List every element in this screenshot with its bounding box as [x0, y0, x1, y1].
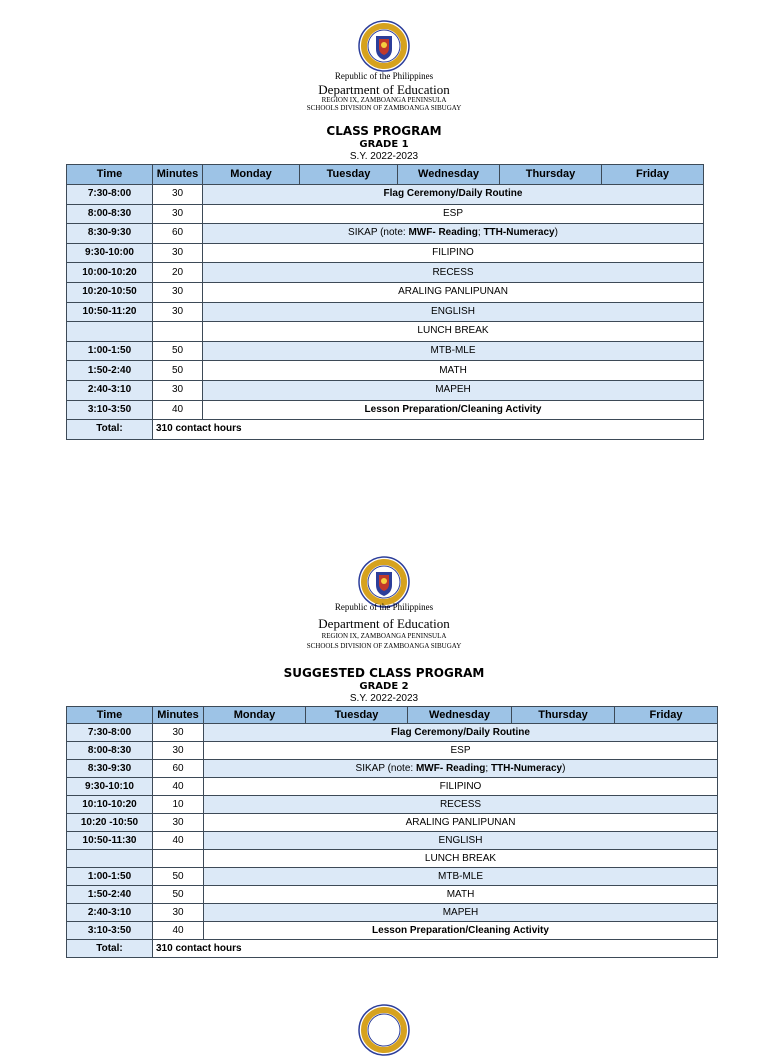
school-year: S.Y. 2022-2023 — [349, 151, 419, 162]
activity-cell — [204, 832, 718, 850]
table-row — [67, 380, 704, 400]
activity-text: FILIPINO — [432, 247, 474, 259]
deped-seal-icon — [358, 1004, 410, 1056]
activity-text: LUNCH BREAK — [424, 852, 497, 864]
activity-cell — [203, 224, 704, 244]
time-cell: 1:50-2:40 — [67, 361, 153, 381]
activity-text-part: MWF- Reading — [408, 227, 478, 239]
column-header-tuesday: Tuesday — [306, 707, 408, 724]
program-title: SUGGESTED CLASS PROGRAM — [283, 666, 485, 680]
time-cell: 9:30-10:10 — [67, 778, 153, 796]
minutes-cell: 60 — [153, 760, 204, 778]
column-header-monday: Monday — [204, 707, 306, 724]
activity-cell — [204, 778, 718, 796]
table-row — [67, 778, 718, 796]
minutes-cell — [153, 850, 204, 868]
region-text: REGION IX, ZAMBOANGA PENINSULA — [321, 96, 447, 104]
column-header-time: Time — [67, 707, 153, 724]
activity-text: ARALING PANLIPUNAN — [398, 286, 508, 298]
class-program-table-grade2 — [66, 706, 718, 958]
division-text: SCHOOLS DIVISION OF ZAMBOANGA SIBUGAY — [306, 104, 462, 112]
total-value: 310 contact hours — [153, 420, 704, 440]
minutes-cell — [153, 322, 203, 342]
column-header-tuesday: Tuesday — [300, 165, 398, 185]
time-cell: 7:30-8:00 — [67, 724, 153, 742]
activity-cell — [204, 760, 718, 778]
activity-cell — [203, 380, 704, 400]
minutes-cell: 30 — [153, 243, 203, 263]
time-cell: 3:10-3:50 — [67, 922, 153, 940]
time-cell: 8:00-8:30 — [67, 204, 153, 224]
table-row — [67, 886, 718, 904]
activity-text: MTB-MLE — [438, 870, 483, 882]
activity-text: Lesson Preparation/Cleaning Activity — [364, 403, 542, 415]
activity-text: ENGLISH — [431, 305, 475, 317]
minutes-cell: 50 — [153, 361, 203, 381]
table-row — [67, 282, 704, 302]
column-header-minutes: Minutes — [153, 165, 203, 185]
time-cell — [67, 850, 153, 868]
minutes-cell: 30 — [153, 302, 203, 322]
total-label: Total: — [67, 940, 153, 958]
activity-text: ESP — [450, 744, 471, 756]
table-row — [67, 868, 718, 886]
activity-cell — [204, 814, 718, 832]
minutes-cell: 30 — [153, 742, 204, 760]
activity-text: Flag Ceremony/Daily Routine — [391, 726, 530, 738]
activity-cell — [203, 400, 704, 420]
school-year: S.Y. 2022-2023 — [349, 693, 419, 704]
time-cell: 10:20 -10:50 — [67, 814, 153, 832]
minutes-cell: 50 — [153, 886, 204, 904]
activity-text: ENGLISH — [438, 834, 483, 846]
time-cell: 10:00-10:20 — [67, 263, 153, 283]
column-header-wednesday: Wednesday — [398, 165, 500, 185]
column-header-friday: Friday — [602, 165, 704, 185]
time-cell: 8:30-9:30 — [67, 760, 153, 778]
minutes-cell: 30 — [153, 724, 204, 742]
class-program-table-grade1 — [66, 164, 704, 440]
minutes-cell: 30 — [153, 904, 204, 922]
activity-text-part: ; — [477, 227, 484, 239]
republic-text: Republic of the Philippines — [334, 71, 434, 81]
time-cell: 1:00-1:50 — [67, 341, 153, 361]
table-row — [67, 796, 718, 814]
table-row — [67, 760, 718, 778]
activity-cell — [204, 922, 718, 940]
table-row — [67, 814, 718, 832]
total-row — [67, 420, 704, 440]
activity-text: RECESS — [439, 798, 482, 810]
minutes-cell: 60 — [153, 224, 203, 244]
time-cell: 7:30-8:00 — [67, 185, 153, 205]
table-row — [67, 302, 704, 322]
activity-cell — [204, 850, 718, 868]
minutes-cell: 10 — [153, 796, 204, 814]
activity-cell — [204, 868, 718, 886]
activity-text: ARALING PANLIPUNAN — [405, 816, 516, 828]
activity-cell — [203, 263, 704, 283]
table-row — [67, 243, 704, 263]
department-text: Department of Education — [318, 82, 450, 97]
grade-label: GRADE 2 — [359, 681, 409, 692]
table-row — [67, 832, 718, 850]
column-header-friday: Friday — [615, 707, 718, 724]
minutes-cell: 40 — [153, 922, 204, 940]
minutes-cell: 30 — [153, 282, 203, 302]
time-cell: 8:30-9:30 — [67, 224, 153, 244]
activity-cell — [203, 302, 704, 322]
table-row — [67, 263, 704, 283]
activity-text-part: MWF- Reading — [415, 762, 486, 774]
table-row — [67, 922, 718, 940]
time-cell: 2:40-3:10 — [67, 904, 153, 922]
activity-text: MAPEH — [442, 906, 479, 918]
column-header-time: Time — [67, 165, 153, 185]
time-cell: 3:10-3:50 — [67, 400, 153, 420]
activity-cell — [204, 904, 718, 922]
table-row — [67, 850, 718, 868]
minutes-cell: 40 — [153, 832, 204, 850]
table-row — [67, 322, 704, 342]
table-row — [67, 361, 704, 381]
column-header-thursday: Thursday — [500, 165, 602, 185]
activity-text-part: ; — [485, 762, 491, 774]
minutes-cell: 40 — [153, 778, 204, 796]
activity-text-part: ) — [562, 762, 566, 774]
column-header-minutes: Minutes — [153, 707, 204, 724]
activity-text: ESP — [442, 207, 463, 219]
minutes-cell: 30 — [153, 380, 203, 400]
time-cell: 1:50-2:40 — [67, 886, 153, 904]
column-header-wednesday: Wednesday — [408, 707, 512, 724]
activity-text-part: SIKAP (note: — [348, 227, 409, 239]
table-row — [67, 904, 718, 922]
table-row — [67, 341, 704, 361]
department-text: Department of Education — [318, 616, 450, 631]
activity-cell — [203, 361, 704, 381]
activity-text-part: SIKAP (note: — [355, 762, 416, 774]
deped-seal-icon — [358, 556, 410, 608]
program-title: CLASS PROGRAM — [326, 124, 442, 138]
activity-text-part: TTH-Numeracy — [490, 762, 563, 774]
activity-cell — [204, 724, 718, 742]
time-cell: 8:00-8:30 — [67, 742, 153, 760]
total-row — [67, 940, 718, 958]
time-cell: 2:40-3:10 — [67, 380, 153, 400]
activity-text: Lesson Preparation/Cleaning Activity — [372, 924, 549, 936]
activity-text: RECESS — [432, 266, 474, 278]
activity-cell — [203, 204, 704, 224]
table-row — [67, 204, 704, 224]
column-header-thursday: Thursday — [512, 707, 615, 724]
total-value: 310 contact hours — [153, 940, 718, 958]
time-cell — [67, 322, 153, 342]
activity-cell — [204, 886, 718, 904]
activity-text: MTB-MLE — [430, 345, 476, 357]
grade-label: GRADE 1 — [359, 139, 409, 150]
region-text: REGION IX, ZAMBOANGA PENINSULA — [321, 632, 447, 640]
activity-text: FILIPINO — [439, 780, 482, 792]
time-cell: 10:10-10:20 — [67, 796, 153, 814]
division-text: SCHOOLS DIVISION OF ZAMBOANGA SIBUGAY — [306, 642, 462, 650]
deped-seal-icon — [358, 20, 410, 72]
activity-cell — [204, 796, 718, 814]
activity-cell — [204, 742, 718, 760]
minutes-cell: 40 — [153, 400, 203, 420]
activity-cell — [203, 243, 704, 263]
total-label: Total: — [67, 420, 153, 440]
time-cell: 9:30-10:00 — [67, 243, 153, 263]
activity-text: LUNCH BREAK — [417, 325, 489, 337]
activity-text: Flag Ceremony/Daily Routine — [383, 188, 523, 200]
activity-text-part: ) — [554, 227, 558, 239]
table-row — [67, 742, 718, 760]
activity-text: MATH — [446, 888, 475, 900]
minutes-cell: 50 — [153, 341, 203, 361]
table-row — [67, 224, 704, 244]
activity-text: MATH — [439, 364, 467, 376]
activity-text-part: TTH-Numeracy — [483, 227, 555, 239]
minutes-cell: 30 — [153, 204, 203, 224]
time-cell: 10:20-10:50 — [67, 282, 153, 302]
republic-text: Republic of the Philippines — [334, 602, 434, 612]
table-row — [67, 185, 704, 205]
table-row — [67, 724, 718, 742]
column-header-monday: Monday — [203, 165, 300, 185]
minutes-cell: 30 — [153, 185, 203, 205]
table-row — [67, 400, 704, 420]
minutes-cell: 30 — [153, 814, 204, 832]
time-cell: 10:50-11:30 — [67, 832, 153, 850]
time-cell: 10:50-11:20 — [67, 302, 153, 322]
activity-cell — [203, 282, 704, 302]
minutes-cell: 20 — [153, 263, 203, 283]
minutes-cell: 50 — [153, 868, 204, 886]
activity-cell — [203, 322, 704, 342]
time-cell: 1:00-1:50 — [67, 868, 153, 886]
activity-cell — [203, 185, 704, 205]
activity-text: MAPEH — [435, 384, 471, 396]
activity-cell — [203, 341, 704, 361]
